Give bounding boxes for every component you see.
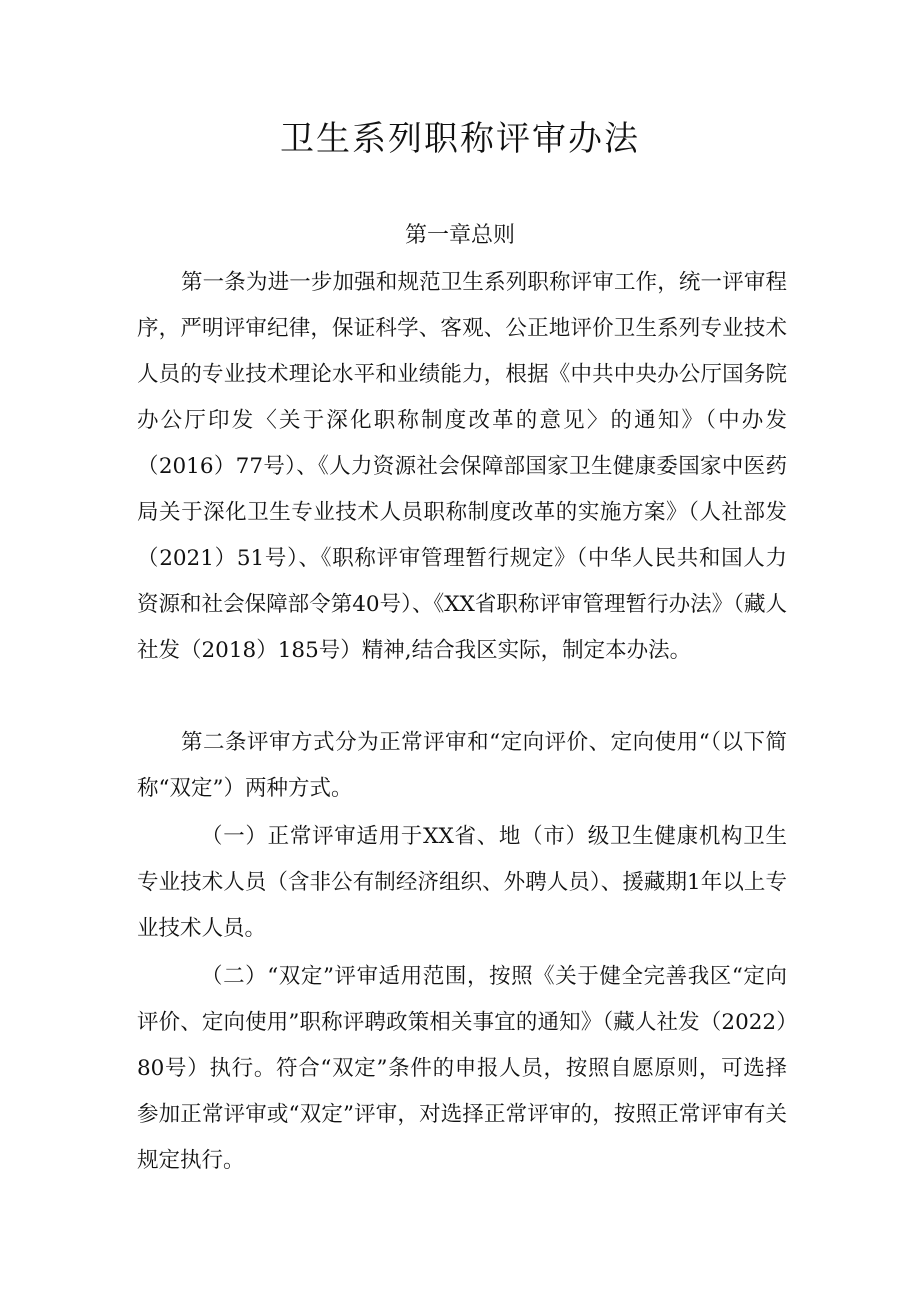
article-1-paragraph: 第一条为进一步加强和规范卫生系列职称评审工作，统一评审程序，严明评审纪律，保证科学、客观、公正地评价卫生系列专业技术人员的专业技术理论水平和业绩能力，根据《中共中央办公厅国务院办公厅印发〈关于深化职称制度改革的意见〉的通知》（中办发（2016）77号）、《人力资源社会保障部国家卫生健康委国家中医药局关于深化卫生专业技术人员职称制度改革的实施方案》（人社部发（2021）51号）、《职称评审管理暂行规定》（中华人民共和国人力资源和社会保障部令第40号）、《XX省职称评审管理暂行办法》（藏人社发（2018）185号）精神,结合我区实际，制定本办法。 xyxy=(137,270,787,663)
document-title: 卫生系列职称评审办法 xyxy=(280,119,640,159)
article-2-paragraph: 第二条评审方式分为正常评审和“定向评价、定向使用“（以下简称“双定”）两种方式。 xyxy=(137,730,787,801)
article-2-item-1: （一）正常评审适用于XX省、地（市）级卫生健康机构卫生专业技术人员（含非公有制经济组织、外聘人员）、援藏期1年以上专业技术人员。 xyxy=(137,824,787,941)
chapter-heading: 第一章总则 xyxy=(404,223,515,248)
article-2-item-2: （二）“双定”评审适用范围，按照《关于健全完善我区“定向评价、定向使用”职称评聘政策相关事宜的通知》（藏人社发（2022）80号）执行。符合“双定”条件的申报人员，按照自愿原则，可选择参加正常评审或“双定”评审，对选择正常评审的，按照正常评审有关规定执行。 xyxy=(137,964,787,1173)
